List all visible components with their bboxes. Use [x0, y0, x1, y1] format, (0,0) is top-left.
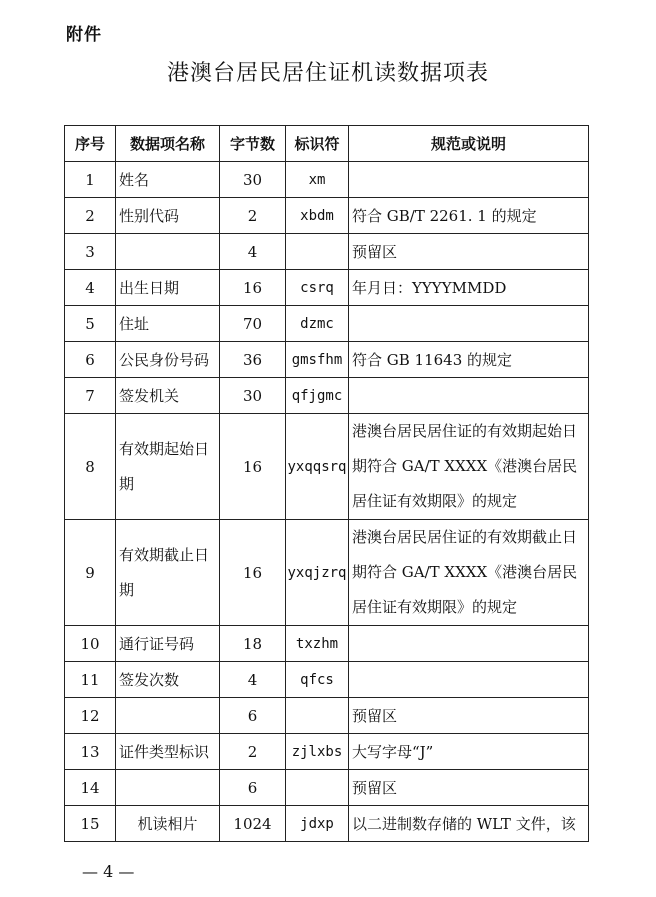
- row-identifier: gmsfhm: [286, 342, 349, 378]
- row-name: 有效期起始日期: [116, 414, 220, 520]
- row-name: [116, 698, 220, 734]
- row-identifier: yxqjzrq: [286, 520, 349, 626]
- row-description: [349, 378, 589, 414]
- row-identifier: qfjgmc: [286, 378, 349, 414]
- table-row: [65, 698, 589, 734]
- row-no: 1: [65, 162, 116, 198]
- row-no: 10: [65, 626, 116, 662]
- row-identifier: xbdm: [286, 198, 349, 234]
- row-no: 9: [65, 520, 116, 626]
- table-row: [65, 520, 589, 626]
- row-name: 住址: [116, 306, 220, 342]
- table-row: [65, 662, 589, 698]
- row-name: 性别代码: [116, 198, 220, 234]
- table-row: [65, 234, 589, 270]
- row-identifier: dzmc: [286, 306, 349, 342]
- row-description: [349, 306, 589, 342]
- row-identifier: txzhm: [286, 626, 349, 662]
- row-bytes: 1024: [220, 806, 286, 842]
- row-bytes: 6: [220, 698, 286, 734]
- data-items-table: [64, 125, 589, 842]
- row-bytes: 16: [220, 520, 286, 626]
- table-row: [65, 806, 589, 842]
- row-description: 港澳台居民居住证的有效期截止日期符合 GA/T XXXX《港澳台居民居住证有效期限》的规定: [349, 520, 589, 626]
- row-name: [116, 234, 220, 270]
- table-row: [65, 626, 589, 662]
- row-description: 符合 GB 11643 的规定: [349, 342, 589, 378]
- row-bytes: 70: [220, 306, 286, 342]
- row-name: 证件类型标识: [116, 734, 220, 770]
- row-identifier: [286, 770, 349, 806]
- row-no: 4: [65, 270, 116, 306]
- row-bytes: 4: [220, 234, 286, 270]
- row-name: 机读相片: [116, 806, 220, 842]
- row-name: 姓名: [116, 162, 220, 198]
- table-row: [65, 306, 589, 342]
- row-no: 8: [65, 414, 116, 520]
- row-no: 7: [65, 378, 116, 414]
- table-row: [65, 270, 589, 306]
- header-no: 序号: [65, 126, 116, 162]
- row-description: [349, 662, 589, 698]
- row-no: 5: [65, 306, 116, 342]
- row-description: 预留区: [349, 698, 589, 734]
- row-bytes: 16: [220, 270, 286, 306]
- table-row: [65, 162, 589, 198]
- table-row: [65, 414, 589, 520]
- table-row: [65, 198, 589, 234]
- row-bytes: 30: [220, 162, 286, 198]
- row-description: 以二进制数存储的 WLT 文件，该: [349, 806, 589, 842]
- table-row: [65, 378, 589, 414]
- row-identifier: [286, 698, 349, 734]
- row-bytes: 16: [220, 414, 286, 520]
- row-bytes: 2: [220, 198, 286, 234]
- row-no: 3: [65, 234, 116, 270]
- row-name: 签发机关: [116, 378, 220, 414]
- attachment-label: 附件: [66, 25, 102, 45]
- row-description: 大写字母“J”: [349, 734, 589, 770]
- row-description: 预留区: [349, 770, 589, 806]
- row-name: 出生日期: [116, 270, 220, 306]
- header-identifier: 标识符: [286, 126, 349, 162]
- table-row: [65, 342, 589, 378]
- row-name: 签发次数: [116, 662, 220, 698]
- table-header-row: [65, 126, 589, 162]
- row-no: 13: [65, 734, 116, 770]
- row-no: 15: [65, 806, 116, 842]
- page-number: — 4 —: [82, 862, 135, 881]
- row-bytes: 30: [220, 378, 286, 414]
- row-description: 港澳台居民居住证的有效期起始日期符合 GA/T XXXX《港澳台居民居住证有效期限》的规定: [349, 414, 589, 520]
- header-bytes: 字节数: [220, 126, 286, 162]
- row-name: 有效期截止日期: [116, 520, 220, 626]
- table-row: [65, 734, 589, 770]
- row-bytes: 6: [220, 770, 286, 806]
- row-identifier: qfcs: [286, 662, 349, 698]
- row-description: [349, 626, 589, 662]
- row-name: 通行证号码: [116, 626, 220, 662]
- table-row: [65, 770, 589, 806]
- row-identifier: [286, 234, 349, 270]
- row-description: 年月日：YYYYMMDD: [349, 270, 589, 306]
- row-no: 12: [65, 698, 116, 734]
- row-identifier: zjlxbs: [286, 734, 349, 770]
- row-identifier: jdxp: [286, 806, 349, 842]
- row-bytes: 4: [220, 662, 286, 698]
- row-no: 14: [65, 770, 116, 806]
- row-bytes: 18: [220, 626, 286, 662]
- row-description: 符合 GB/T 2261. 1 的规定: [349, 198, 589, 234]
- header-name: 数据项名称: [116, 126, 220, 162]
- document-title: 港澳台居民居住证机读数据项表: [166, 61, 489, 86]
- row-name: 公民身份号码: [116, 342, 220, 378]
- header-description: 规范或说明: [349, 126, 589, 162]
- row-description: 预留区: [349, 234, 589, 270]
- row-description: [349, 162, 589, 198]
- row-no: 6: [65, 342, 116, 378]
- row-no: 2: [65, 198, 116, 234]
- row-bytes: 36: [220, 342, 286, 378]
- row-identifier: xm: [286, 162, 349, 198]
- row-name: [116, 770, 220, 806]
- row-identifier: yxqqsrq: [286, 414, 349, 520]
- row-identifier: csrq: [286, 270, 349, 306]
- row-bytes: 2: [220, 734, 286, 770]
- row-no: 11: [65, 662, 116, 698]
